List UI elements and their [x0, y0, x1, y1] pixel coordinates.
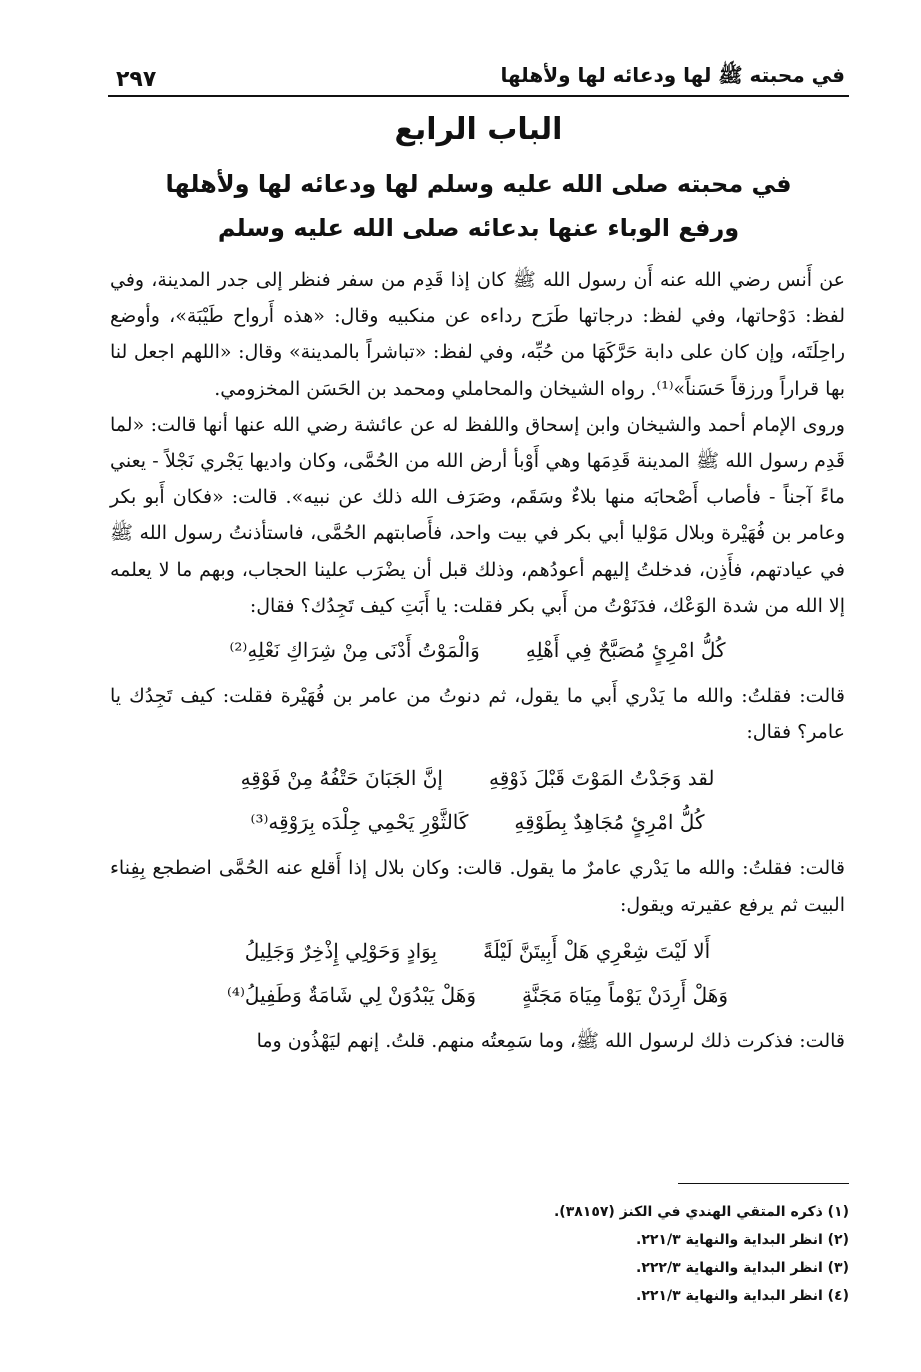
- verse-first-hemistich: أَلا لَيْتَ شِعْرِي هَلْ أَبِيتَنَّ لَيْلَةً: [483, 938, 711, 963]
- footnote-3: (٣) انظر البداية والنهاية ٢٢٢/٣.: [636, 1260, 849, 1276]
- verse-second-hemistich: إنَّ الجَبَانَ حَتْفُهُ مِنْ فَوْقِهِ: [240, 766, 443, 791]
- running-title: في محبته ﷺ لها ودعائه لها ولأهلها: [500, 63, 845, 87]
- chapter-subtitle-line-1: في محبته صلى الله عليه وسلم لها ودعائه لها ولأهلها: [165, 170, 792, 198]
- paragraph-closing: قالت: فذكرت ذلك لرسول الله ﷺ، وما سَمِعتُه منهم. قلتُ. إنهم ليَهْذُون وما: [256, 1029, 845, 1052]
- paragraph-bilal: قالت: فقلتُ: والله ما يَدْري عامرٌ ما يقول. قالت: وكان بلال إذا أَقلع عنه الحُمَّى اضطجع بِفِناء البيت ثم يرفع عقيرته ويقول:: [110, 857, 845, 916]
- verse-second-hemistich: كَالثَّوْرِ يَحْمِي جِلْدَه بِرَوْقِه⁽³⁾: [250, 810, 469, 835]
- verse-second-hemistich: وَالْمَوْتُ أَدْنَى مِنْ شِرَاكِ نَعْلِهِ⁽²⁾: [229, 638, 480, 663]
- poem-verse: [110, 973, 845, 1017]
- poem-amir: [110, 756, 845, 844]
- verse-first-hemistich: وَهَلْ أَرِدَنْ يَوْماً مِيَاهَ مَجَنَّةٍ: [522, 982, 729, 1007]
- verse-first-hemistich: لقد وَجَدْتُ المَوْتَ قَبْلَ ذَوْقِهِ: [488, 766, 715, 791]
- chapter-subtitle-line-2: ورفع الوباء عنها بدعائه صلى الله عليه وسلم: [217, 214, 740, 242]
- chapter-title: الباب الرابع: [394, 112, 563, 147]
- verse-second-hemistich: بِوَادٍ وَحَوْلِي إِذْخِرٌ وَجَلِيلُ: [244, 938, 438, 963]
- poem-verse: [110, 628, 845, 672]
- poem-verse: [110, 800, 845, 844]
- footnote-rule: [678, 1183, 849, 1184]
- footnote-4: (٤) انظر البداية والنهاية ٢٢١/٣.: [636, 1288, 849, 1304]
- poem-verse: [110, 756, 845, 800]
- footnote-2: (٢) انظر البداية والنهاية ٢٢١/٣.: [636, 1232, 849, 1248]
- footnotes: [108, 1198, 849, 1310]
- verse-first-hemistich: كُلُّ امْرِئٍ مُصَبَّحٌ فِي أَهْلِهِ: [525, 638, 726, 663]
- header-rule: [108, 95, 849, 97]
- paragraph-anas: عن أَنس رضي الله عنه أَن رسول الله ﷺ كان إذا قَدِم من سفر فنظر إلى جدر المدينة، وفي لفظ: دَوْحاتها، وفي لفظ: درجاتها طَرَح رداءه عن منكبيه وقال: «هذه أَرواح طَيْبَة»، وأوضع راحِلَتَه، وإن كان على دابة حَرَّكَهَا من حُبِّه، وفي لفظ: «تباشراً بالمدينة» وقال: «اللهم اجعل لنا بها قراراً ورزقاً حَسَناً»⁽¹⁾. رواه الشيخان والمحاملي ومحمد بن الحَسَن المخزومي.: [110, 269, 845, 400]
- paragraph-amir: قالت: فقلتُ: والله ما يَدْري أَبي ما يقول، ثم دنوتُ من عامر بن فُهَيْرة فقلت: كيف تَجِدُك يا عامر؟ فقال:: [110, 685, 845, 744]
- footnote-1: (١) ذكره المتقي الهندي في الكنز (٣٨١٥٧).: [553, 1204, 849, 1220]
- running-header: [116, 52, 845, 92]
- main-text: [110, 262, 845, 1059]
- paragraph-aisha: وروى الإمام أحمد والشيخان وابن إسحاق واللفظ له عن عائشة رضي الله عنها أنها قالت: «لما قَدِم رسول الله ﷺ المدينة قَدِمَها وهي أَوْبأ أرض الله من الحُمَّى، وكان واديها يَجْري نَجْلاً - يعني ماءً آجناً - فأصاب أَصْحابَه منها بلاءٌ وسَقَم، وصَرَف الله ذلك عن نبيه». قالت: «فكان أَبو بكر وعامر بن فُهَيْرة وبلال مَوْليا أبي بكر في بيت واحد، فأَصابتهم الحُمَّى، فاستأذنتُ رسول الله ﷺ في عيادتهم، فأَذِن، فدخلتُ إليهم أعودُهم، وذلك قبل أن يضْرَب علينا الحجاب، وبهم ما لا يعلمه إلا الله من شدة الوَعْك، فدَنَوْتُ من أَبي بكر فقلت: يا أَبَتِ كيف تَجِدُك؟ فقال:: [110, 413, 845, 617]
- poem-verse: [110, 929, 845, 973]
- page-number: ٢٩٧: [116, 67, 157, 92]
- verse-first-hemistich: كُلُّ امْرِئٍ مُجَاهِدٌ بِطَوْقِهِ: [514, 810, 705, 835]
- verse-second-hemistich: وَهَلْ يَبْدُوَنْ لِي شَامَةٌ وَطَفِيلُ⁽⁴⁾: [226, 982, 477, 1007]
- poem-bilal: [110, 929, 845, 1017]
